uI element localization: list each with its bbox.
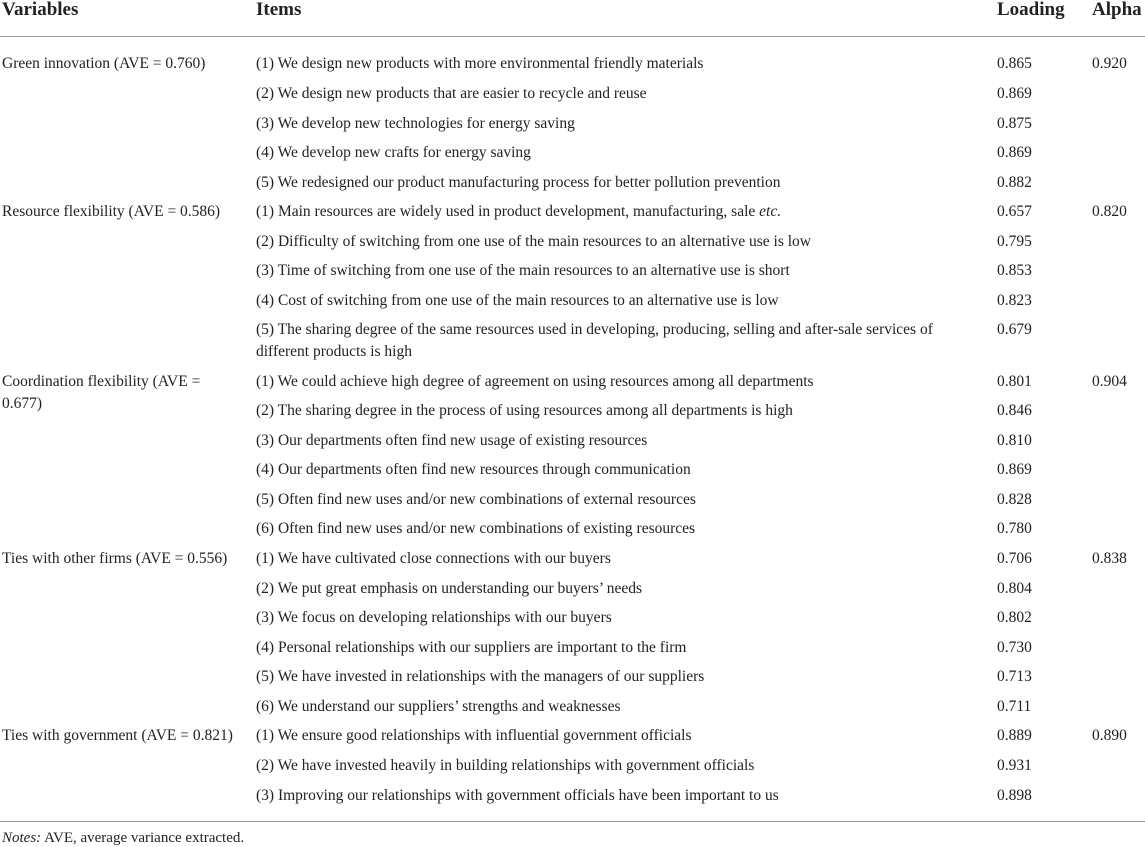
item-text: (2) The sharing degree in the process of using resources among all departments is high xyxy=(256,402,793,419)
loading-cell: 0.713 xyxy=(997,668,1032,685)
loading-cell: 0.679 xyxy=(997,321,1032,338)
item-text: (3) Improving our relationships with government officials have been important to us xyxy=(256,787,779,804)
item-cell xyxy=(256,430,984,452)
item-cell xyxy=(256,400,984,422)
loading-cell: 0.730 xyxy=(997,639,1032,656)
loading-cell: 0.869 xyxy=(997,85,1032,102)
item-text: (2) Difficulty of switching from one use of the main resources to an alternative use is low xyxy=(256,233,811,250)
variable-cell: Ties with government (AVE = 0.821) xyxy=(2,727,233,744)
item-text: (3) Our departments often find new usage of existing resources xyxy=(256,432,648,449)
item-text: (6) We understand our suppliers’ strengths and weaknesses xyxy=(256,698,621,715)
loading-cell: 0.898 xyxy=(997,787,1032,804)
item-cell xyxy=(256,83,984,105)
item-text: (5) The sharing degree of the same resources used in developing, producing, selling and after-sale services of different products is high xyxy=(256,321,933,360)
alpha-cell: 0.890 xyxy=(1092,727,1127,744)
item-cell xyxy=(256,548,984,570)
loading-cell: 0.795 xyxy=(997,233,1032,250)
item-cell xyxy=(256,201,984,223)
loading-cell: 0.711 xyxy=(997,698,1032,715)
loading-cell: 0.846 xyxy=(997,402,1032,419)
item-cell xyxy=(256,290,984,312)
alpha-cell: 0.920 xyxy=(1092,55,1127,72)
loading-cell: 0.882 xyxy=(997,174,1032,191)
item-cell xyxy=(256,260,984,282)
notes-text: AVE, average variance extracted. xyxy=(41,830,245,846)
header-rule xyxy=(0,36,1145,37)
loading-cell: 0.706 xyxy=(997,550,1032,567)
item-text: (1) Main resources are widely used in product development, manufacturing, sale xyxy=(256,203,756,220)
alpha-cell: 0.820 xyxy=(1092,203,1127,220)
table-header xyxy=(0,0,1145,36)
item-cell xyxy=(256,578,984,600)
item-text: (6) Often find new uses and/or new combinations of existing resources xyxy=(256,520,696,537)
item-text: (4) Cost of switching from one use of the main resources to an alternative use is low xyxy=(256,292,779,309)
loading-cell: 0.931 xyxy=(997,757,1032,774)
item-text: (5) We redesigned our product manufacturing process for better pollution prevention xyxy=(256,174,781,191)
item-cell xyxy=(256,755,984,777)
item-cell xyxy=(256,785,984,807)
loading-cell: 0.853 xyxy=(997,262,1032,279)
item-cell xyxy=(256,459,984,481)
loading-cell: 0.869 xyxy=(997,144,1032,161)
loading-cell: 0.889 xyxy=(997,727,1032,744)
item-text: (5) We have invested in relationships with the managers of our suppliers xyxy=(256,668,705,685)
header-alpha: Alpha xyxy=(1092,0,1142,20)
item-cell xyxy=(256,53,984,75)
item-cell xyxy=(256,607,984,629)
item-text: (1) We have cultivated close connections with our buyers xyxy=(256,550,611,567)
loading-cell: 0.875 xyxy=(997,115,1032,132)
loading-cell: 0.810 xyxy=(997,432,1032,449)
item-text: (5) Often find new uses and/or new combinations of external resources xyxy=(256,491,696,508)
item-cell xyxy=(256,172,984,194)
loading-cell: 0.823 xyxy=(997,292,1032,309)
variable-cell: Green innovation (AVE = 0.760) xyxy=(2,55,206,72)
item-cell xyxy=(256,489,984,511)
table-notes xyxy=(2,829,244,847)
item-text: (2) We design new products that are easier to recycle and reuse xyxy=(256,85,647,102)
item-text: (3) We focus on developing relationships with our buyers xyxy=(256,609,612,626)
loading-cell: 0.865 xyxy=(997,55,1032,72)
item-cell xyxy=(256,371,984,393)
item-text: (4) We develop new crafts for energy saving xyxy=(256,144,531,161)
footer-rule xyxy=(0,821,1145,822)
loading-cell: 0.657 xyxy=(997,203,1032,220)
header-variables: Variables xyxy=(2,0,79,20)
item-text: (1) We ensure good relationships with influential government officials xyxy=(256,727,692,744)
variable-cell: Ties with other firms (AVE = 0.556) xyxy=(2,550,228,567)
item-cell xyxy=(256,666,984,688)
item-cell xyxy=(256,113,984,135)
header-loading: Loading xyxy=(997,0,1065,20)
item-text: (4) Personal relationships with our suppliers are important to the firm xyxy=(256,639,687,656)
loading-cell: 0.869 xyxy=(997,461,1032,478)
item-cell xyxy=(256,518,984,540)
loading-cell: 0.804 xyxy=(997,580,1032,597)
loading-cell: 0.801 xyxy=(997,373,1032,390)
item-cell xyxy=(256,319,984,363)
item-cell xyxy=(256,637,984,659)
variable-cell: Resource flexibility (AVE = 0.586) xyxy=(2,203,221,220)
notes-label: Notes: xyxy=(2,830,42,846)
variable-cell: Coordination flexibility (AVE = 0.677) xyxy=(2,373,201,412)
item-cell xyxy=(256,231,984,253)
item-text: (1) We could achieve high degree of agreement on using resources among all departments xyxy=(256,373,814,390)
item-text: (3) Time of switching from one use of the main resources to an alternative use is short xyxy=(256,262,790,279)
item-cell xyxy=(256,142,984,164)
loading-cell: 0.802 xyxy=(997,609,1032,626)
alpha-cell: 0.904 xyxy=(1092,373,1127,390)
item-text: (2) We put great emphasis on understanding our buyers’ needs xyxy=(256,580,643,597)
item-text: (1) We design new products with more environmental friendly materials xyxy=(256,55,704,72)
header-items: Items xyxy=(256,0,302,20)
item-cell xyxy=(256,725,984,747)
loading-cell: 0.828 xyxy=(997,491,1032,508)
item-text: (2) We have invested heavily in building relationships with government officials xyxy=(256,757,755,774)
alpha-cell: 0.838 xyxy=(1092,550,1127,567)
item-text: (3) We develop new technologies for energy saving xyxy=(256,115,575,132)
item-cell xyxy=(256,696,984,718)
item-text: (4) Our departments often find new resources through communication xyxy=(256,461,691,478)
loading-cell: 0.780 xyxy=(997,520,1032,537)
item-emphasis: etc. xyxy=(759,203,782,220)
